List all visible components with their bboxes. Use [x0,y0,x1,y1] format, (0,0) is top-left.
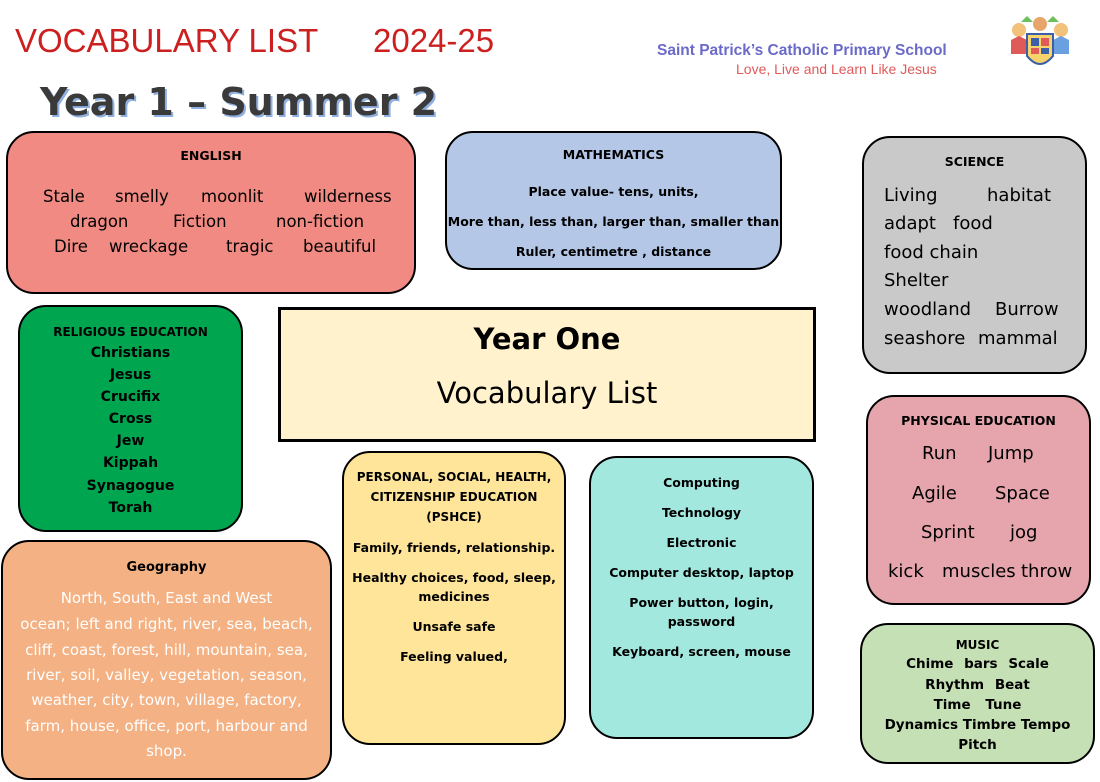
english-word: tragic [226,237,274,256]
music-heading: MUSIC [955,638,1000,652]
science-word: habitat [987,185,1052,206]
year-range: 2024-25 [373,22,495,59]
english-word: Fiction [173,212,227,231]
music-word: Rhythm [925,677,985,693]
english-word: wreckage [109,237,189,256]
pe-word: Run [922,443,957,464]
english-word: Dire [54,237,88,256]
religious-education-panel [18,305,243,532]
mathematics-heading: MATHEMATICS [562,147,665,162]
pe-word: kick [888,561,924,582]
school-motto: Love, Live and Learn Like Jesus [736,61,937,77]
geography-line: weather, city, town, village, factory, [31,691,302,709]
re-word: Crucifix [100,389,161,405]
science-word: mammal [978,328,1058,349]
english-word: dragon [70,212,129,231]
computing-item: Keyboard, screen, mouse [612,644,791,659]
science-word: seashore [884,328,966,349]
geography-line: farm, house, office, port, harbour and [25,717,308,735]
science-word: food [953,213,993,234]
english-word: smelly [115,187,169,206]
pshce-item: Unsafe safe [412,619,496,634]
computing-item: Electronic [666,535,737,550]
pshce-panel [342,451,566,745]
computing-item: Technology [661,505,742,520]
re-word: Jesus [109,367,152,383]
music-word: Beat [994,677,1030,693]
center-title: Year One [473,322,621,356]
center-subtitle: Vocabulary List [436,376,658,410]
re-word: Kippah [102,455,159,471]
re-word: Synagogue [86,478,175,494]
pe-word: Jump [988,443,1034,464]
science-word: Burrow [995,299,1059,320]
computing-heading: Computing [663,475,740,490]
english-heading: ENGLISH [180,148,242,163]
physical-education-heading: PHYSICAL EDUCATION [901,413,1056,428]
pshce-item: medicines [418,589,490,604]
english-word: moonlit [201,187,264,206]
music-row [862,656,1093,672]
geography-panel [1,540,332,780]
geography-line: North, South, East and West [60,589,273,607]
mathematics-line: Ruler, centimetre , distance [515,244,712,259]
geography-line: cliff, coast, forest, hill, mountain, sea, [25,641,308,659]
pshce-item: Feeling valued, [400,649,508,664]
geography-line: ocean; left and right, river, sea, beach, [20,615,313,633]
science-panel [862,136,1087,374]
science-word: adapt [884,213,936,234]
re-word: Christians [90,345,171,361]
pe-word: Sprint [921,522,975,543]
science-word: Shelter [884,270,949,291]
mathematics-line: Place value- tens, units, [528,184,699,199]
pshce-item: Healthy choices, food, sleep, [352,570,556,585]
computing-panel [589,456,814,739]
pe-word: jog [1010,522,1038,543]
music-word: Scale [1008,656,1049,672]
pshce-heading: (PSHCE) [426,510,482,524]
english-panel [6,131,416,294]
geography-line: shop. [146,742,187,760]
science-word: Living [884,185,938,206]
music-row [862,717,1093,733]
pe-word: throw [1021,561,1073,582]
geography-line: river, soil, valley, vegetation, season, [26,666,307,684]
religious-education-heading: RELIGIOUS EDUCATION [53,325,208,339]
english-word: wilderness [304,187,392,206]
pe-word: Space [995,483,1050,504]
mathematics-panel [445,131,782,270]
pe-word: Agile [912,483,957,504]
music-word: Dynamics [884,717,959,733]
pshce-item: Family, friends, relationship. [352,540,556,555]
music-panel [860,623,1095,764]
science-word: food chain [884,242,979,263]
term-subtitle: Year 1 – Summer 2 [40,80,438,124]
school-name: Saint Patrick’s Catholic Primary School [657,42,947,59]
english-word: Stale [43,187,85,206]
music-row [862,677,1093,693]
re-word: Torah [108,500,153,516]
page-title: VOCABULARY LIST [15,22,319,59]
mathematics-line: More than, less than, larger than, smaller than [447,214,780,229]
music-word: Tempo [1020,717,1071,733]
computing-item: password [667,614,736,629]
computing-item: Computer desktop, laptop [609,565,794,580]
geography-heading: Geography [126,560,207,575]
pshce-heading: CITIZENSHIP EDUCATION [370,490,538,504]
re-word: Jew [116,433,145,449]
music-row [862,697,1093,713]
science-word: woodland [884,299,972,320]
english-word: non-fiction [276,212,365,231]
music-word: Time [933,697,971,713]
computing-item: Power button, login, [629,595,774,610]
english-word: beautiful [303,237,377,256]
music-word: Tune [985,697,1022,713]
music-word: Chime bars [906,656,998,672]
music-word: Pitch [958,737,997,753]
science-heading: SCIENCE [944,154,1005,169]
center-title-panel [278,307,816,442]
re-word: Cross [108,411,153,427]
school-crest-icon [1005,14,1075,78]
physical-education-panel [866,395,1091,605]
pe-word: muscles [942,561,1016,582]
music-word: Timbre [962,717,1017,733]
pshce-heading: PERSONAL, SOCIAL, HEALTH, [356,470,552,484]
